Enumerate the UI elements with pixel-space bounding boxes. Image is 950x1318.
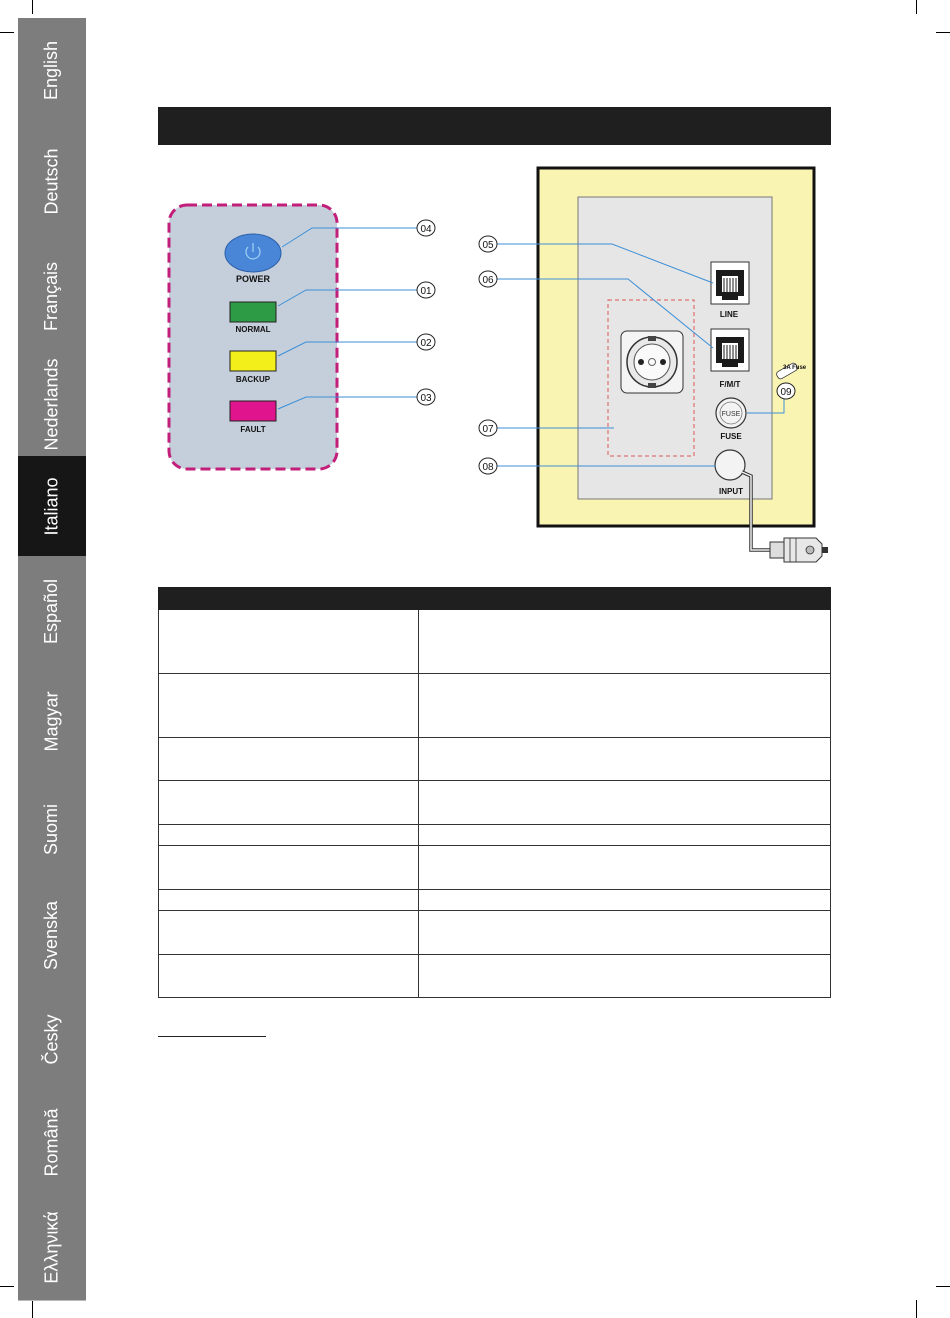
table-cell bbox=[419, 955, 831, 998]
tab-label: Magyar bbox=[41, 690, 62, 752]
callout-09 bbox=[777, 383, 795, 399]
table-cell bbox=[159, 738, 419, 781]
svg-text:07: 07 bbox=[482, 424, 494, 435]
table-row bbox=[159, 674, 831, 738]
table-row bbox=[159, 825, 831, 846]
tab-label: Suomi bbox=[41, 803, 62, 855]
callout-07 bbox=[479, 420, 497, 436]
tab-label: Español bbox=[41, 578, 62, 644]
input-port bbox=[715, 450, 745, 480]
tab-svenska[interactable] bbox=[18, 882, 86, 989]
crop-mark-bottom-left bbox=[32, 1300, 33, 1318]
table-header-row bbox=[159, 588, 831, 610]
table-cell bbox=[159, 781, 419, 825]
table-cell bbox=[419, 781, 831, 825]
tab-english[interactable] bbox=[18, 18, 86, 123]
language-tabs bbox=[18, 18, 86, 1300]
tab-label: Nederlands bbox=[41, 357, 62, 451]
tab-magyar[interactable] bbox=[18, 666, 86, 777]
callout-06 bbox=[479, 271, 497, 287]
table-row bbox=[159, 738, 831, 781]
svg-text:03: 03 bbox=[420, 393, 432, 404]
table-cell bbox=[159, 674, 419, 738]
table-row bbox=[159, 890, 831, 911]
svg-text:01: 01 bbox=[420, 286, 432, 297]
callout-02 bbox=[417, 334, 435, 350]
svg-text:04: 04 bbox=[420, 224, 432, 235]
tab-italiano[interactable] bbox=[18, 456, 86, 557]
callout-04 bbox=[417, 220, 435, 236]
fuse-holder bbox=[716, 398, 746, 428]
panel-diagram bbox=[150, 160, 850, 580]
table-row bbox=[159, 955, 831, 998]
power-label: POWER bbox=[235, 274, 271, 284]
input-label: INPUT bbox=[719, 487, 743, 496]
fuse-label: FUSE bbox=[720, 432, 742, 441]
svg-text:02: 02 bbox=[420, 338, 432, 349]
svg-text:05: 05 bbox=[482, 240, 494, 251]
table-cell bbox=[419, 825, 831, 846]
table-cell bbox=[419, 674, 831, 738]
tab-label: Français bbox=[41, 261, 62, 331]
table-row bbox=[159, 846, 831, 890]
callout-08 bbox=[479, 458, 497, 474]
fmt-jack bbox=[711, 329, 749, 371]
crop-mark-top-left bbox=[32, 0, 33, 14]
fault-led bbox=[230, 401, 276, 421]
tab-label: Česky bbox=[41, 1013, 62, 1065]
svg-text:09: 09 bbox=[780, 387, 792, 398]
section-header-bar bbox=[158, 107, 831, 145]
tab-greek[interactable] bbox=[18, 1194, 86, 1301]
fmt-label: F/M/T bbox=[719, 380, 741, 389]
table-row bbox=[159, 911, 831, 955]
tab-label: English bbox=[41, 40, 62, 100]
crop-mark-top-right-h bbox=[936, 32, 950, 33]
table-row bbox=[159, 610, 831, 674]
table-cell bbox=[419, 846, 831, 890]
callout-01 bbox=[417, 282, 435, 298]
fuse-cap-text: FUSE bbox=[721, 411, 741, 418]
power-socket bbox=[621, 331, 683, 393]
table-cell bbox=[419, 911, 831, 955]
line-jack bbox=[711, 262, 749, 304]
fault-label: FAULT bbox=[240, 425, 266, 434]
table-cell bbox=[419, 610, 831, 674]
table-header-cell bbox=[159, 588, 419, 610]
line-label: LINE bbox=[719, 310, 739, 319]
tab-label: Deutsch bbox=[41, 147, 62, 215]
normal-label: NORMAL bbox=[235, 325, 271, 334]
tab-espanol[interactable] bbox=[18, 556, 86, 667]
tab-label: Svenska bbox=[41, 900, 62, 970]
table-cell bbox=[159, 846, 419, 890]
crop-mark-bottom-right bbox=[916, 1300, 917, 1318]
power-button bbox=[225, 234, 281, 272]
backup-led bbox=[230, 351, 276, 371]
table-cell bbox=[159, 825, 419, 846]
front-panel bbox=[169, 205, 435, 469]
table-cell bbox=[159, 610, 419, 674]
svg-text:08: 08 bbox=[482, 462, 494, 473]
crop-mark-bottom-left-h bbox=[0, 1286, 14, 1287]
callout-05 bbox=[479, 236, 497, 252]
tab-label: Ελληνικά bbox=[41, 1210, 62, 1284]
tab-label: Română bbox=[41, 1107, 62, 1177]
callout-03 bbox=[417, 389, 435, 405]
table-cell bbox=[159, 955, 419, 998]
table-cell bbox=[159, 890, 419, 911]
tab-cesky[interactable] bbox=[18, 988, 86, 1091]
fuse-rating: 3A Fuse bbox=[783, 365, 807, 371]
backup-label: BACKUP bbox=[235, 375, 271, 384]
tab-deutsch[interactable] bbox=[18, 122, 86, 241]
tab-romana[interactable] bbox=[18, 1090, 86, 1195]
table-row bbox=[159, 781, 831, 825]
table-header-cell bbox=[419, 588, 831, 610]
tab-francais[interactable] bbox=[18, 240, 86, 353]
spec-table bbox=[158, 587, 831, 998]
table-cell bbox=[419, 890, 831, 911]
rear-panel bbox=[479, 168, 828, 562]
tab-label: Italiano bbox=[41, 476, 62, 536]
footnote-rule bbox=[158, 1036, 266, 1037]
crop-mark-top-left-h bbox=[0, 32, 14, 33]
table-cell bbox=[419, 738, 831, 781]
plug-icon bbox=[770, 538, 828, 562]
crop-mark-top-right bbox=[916, 0, 917, 14]
normal-led bbox=[230, 302, 276, 322]
tab-nederlands[interactable] bbox=[18, 352, 86, 457]
crop-mark-bottom-right-h bbox=[936, 1286, 950, 1287]
tab-suomi[interactable] bbox=[18, 776, 86, 883]
table-cell bbox=[159, 911, 419, 955]
svg-text:06: 06 bbox=[482, 275, 494, 286]
